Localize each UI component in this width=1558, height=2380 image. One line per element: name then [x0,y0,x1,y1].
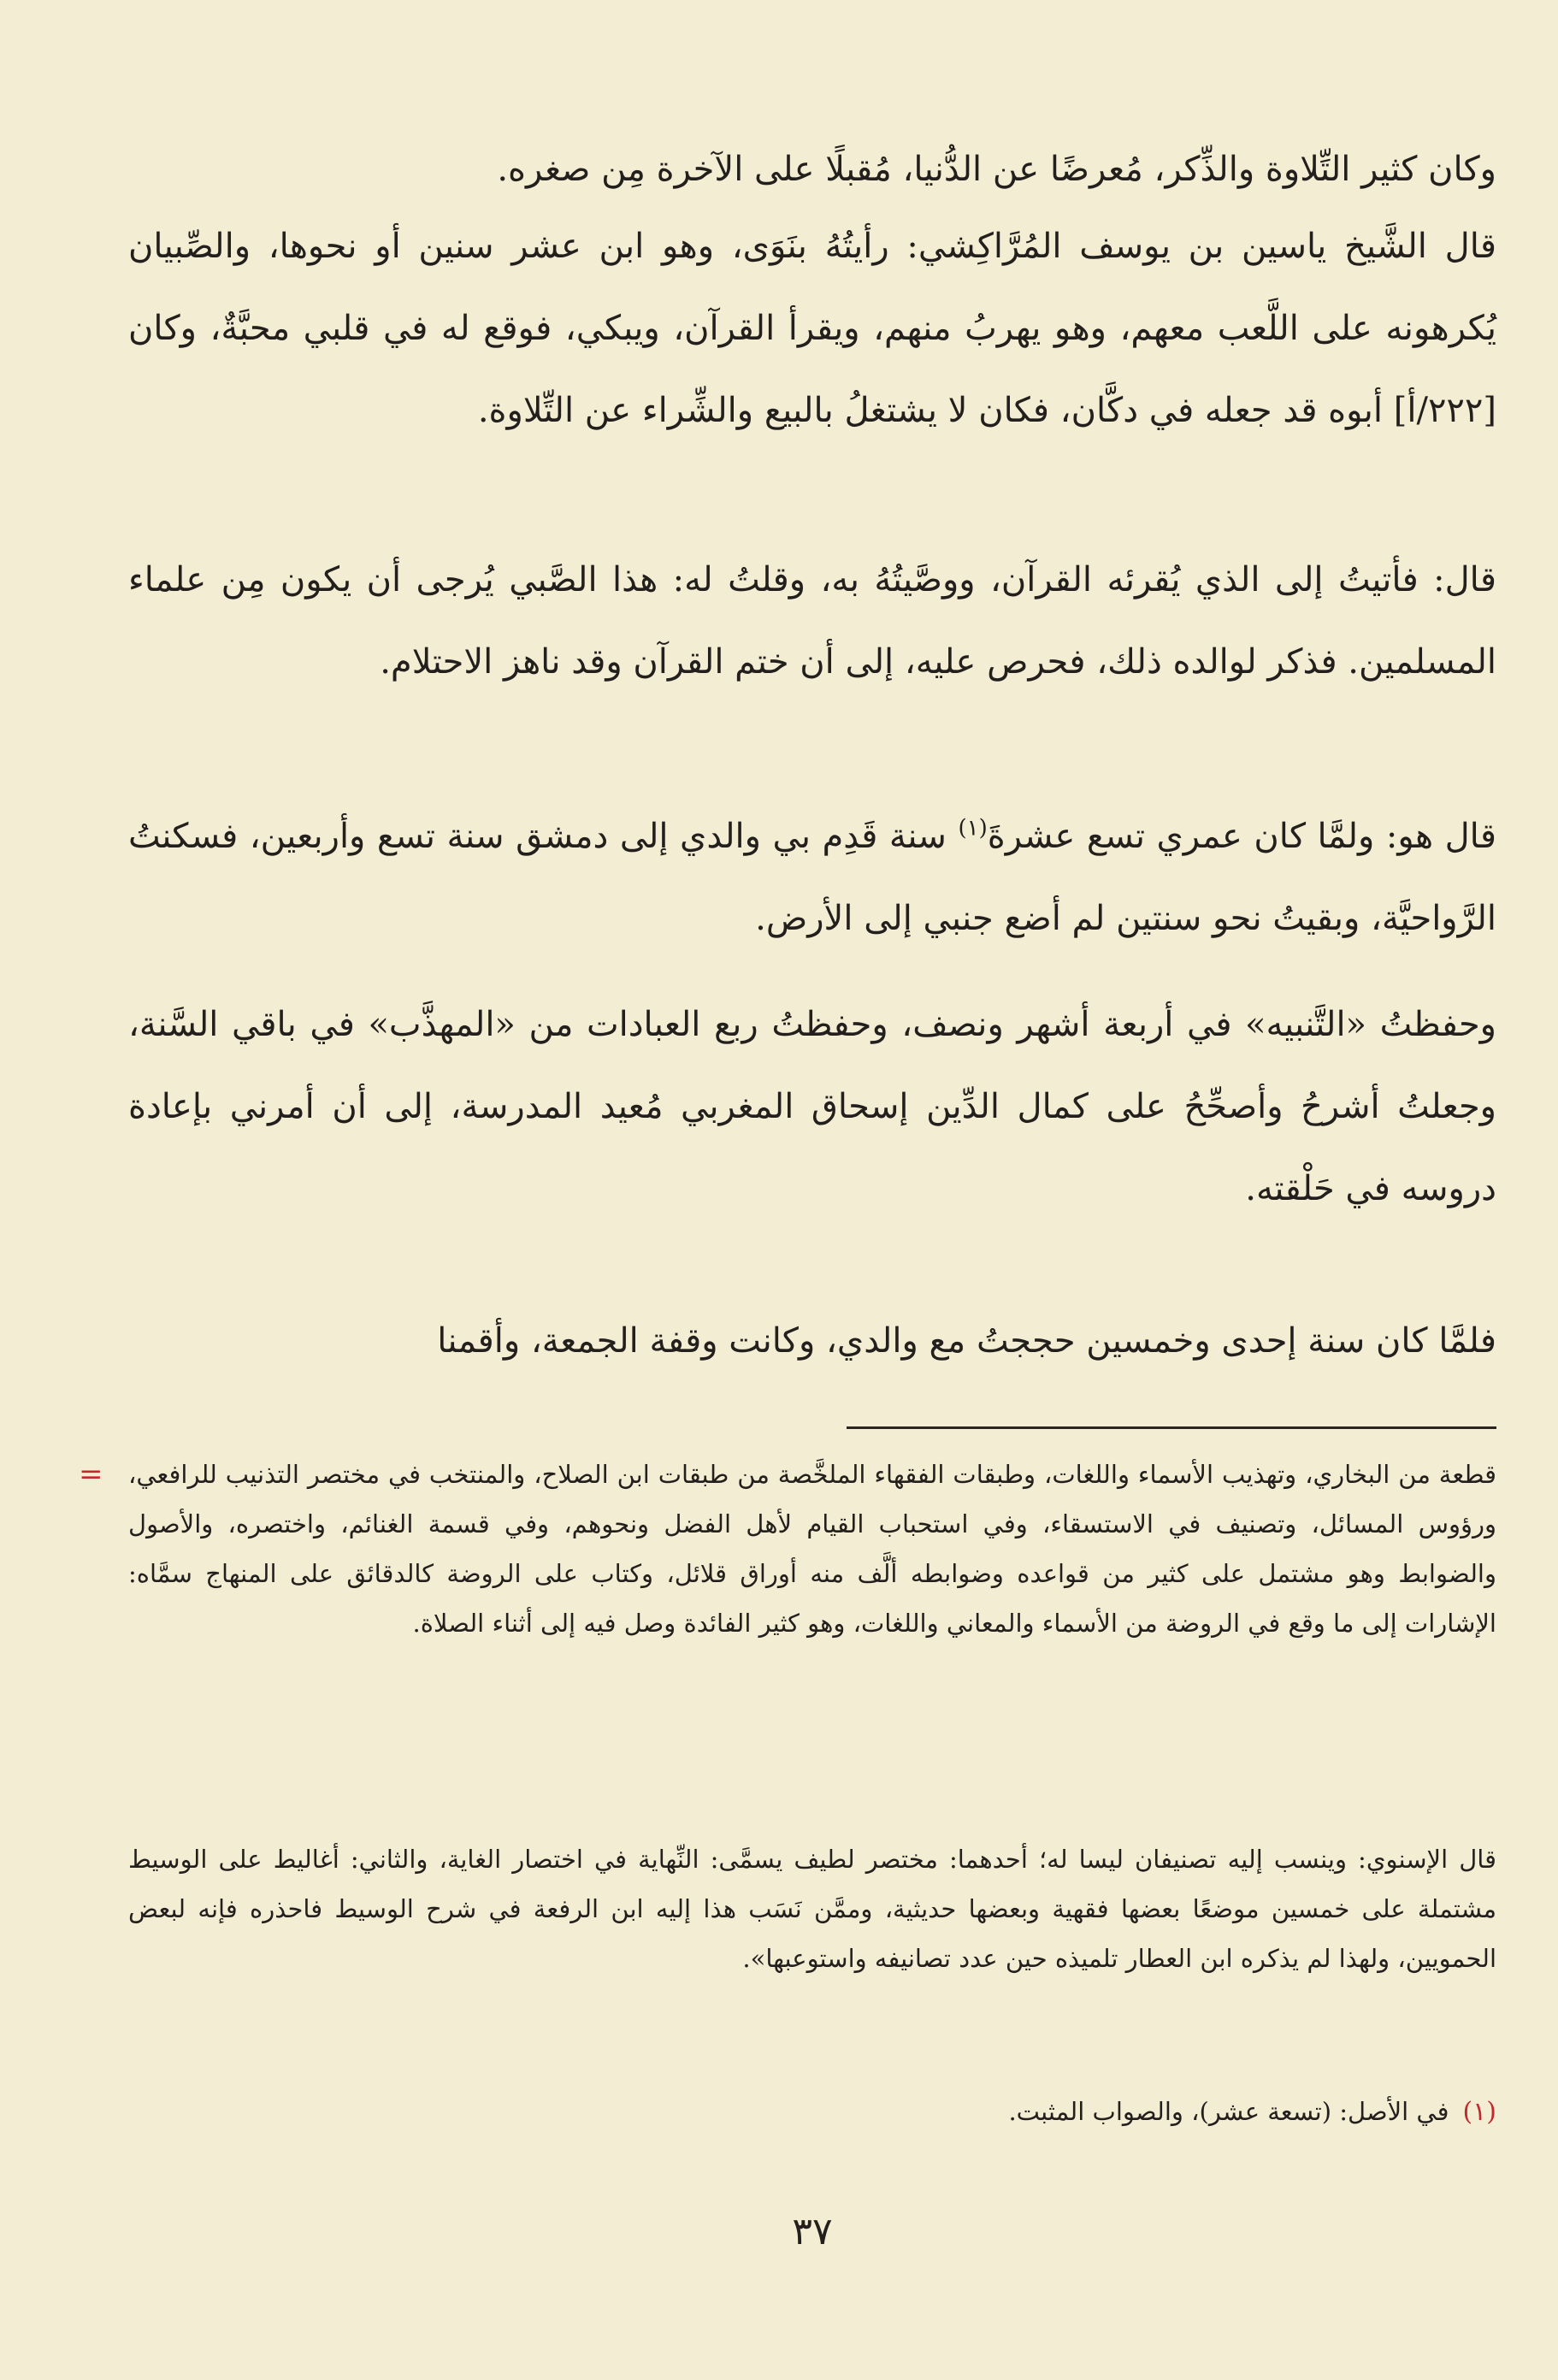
footnote-reference[interactable]: (١) [958,815,988,842]
footnote-number: (١) [1462,2097,1496,2127]
footnote-1-text: في الأصل: (تسعة عشر)، والصواب المثبت. [1008,2097,1449,2126]
paragraph-1: وكان كثير التِّلاوة والذِّكر، مُعرضًا عن الدُّنيا، مُقبلًا على الآخرة مِن صغره. [497,150,1496,189]
paragraph-3: قال: فأتيتُ إلى الذي يُقرئه القرآن، ووصَّيتُهُ به، وقلتُ له: هذا الصَّبي يُرجى أن يكون مِن علماء المسلمين. فذكر لوالده ذلك، فحرص عليه، إلى أن ختم القرآن وقد ناهز الاحتلام. [128,560,1496,682]
footnote-continuation-marker: = [79,1457,103,1491]
footnote-continued-1: قطعة من البخاري، وتهذيب الأسماء واللغات، وطبقات الفقهاء الملخَّصة من طبقات ابن الصلاح، والمنتخب في مختصر التذنيب للرافعي، ورؤوس المسائل، وتصنيف في الاستسقاء، وفي استحباب القيام لأهل الفضل ونحوهم، وفي قسمة الغنائم، واختصره، والأصول والضوابط وهو مشتمل على كثير من قواعده وضوابطه ألَّف منه أوراق قلائل، وكتاب على الروضة كالدقائق على المنهاج سمَّاه: الإشارات إلى ما وقع في الروضة من الأسماء والمعاني واللغات، وهو كثير الفائدة وصل فيه إلى أثناء الصلاة. [128,1460,1496,1638]
footnote-1 [128,2087,1496,2137]
footnote-separator [847,1426,1496,1429]
footnote-continued-2: قال الإسنوي: وينسب إليه تصنيفان ليسا له؛ أحدهما: مختصر لطيف يسمَّى: النِّهاية في اختصار الغاية، والثاني: أغاليط على الوسيط مشتملة على خمسين موضعًا بعضها فقهية وبعضها حديثية، وممَّن نَسَب هذا إليه ابن الرفعة في شرح الوسيط فاحذره فإنه لبعض الحمويين، ولهذا لم يذكره ابن العطار تلميذه حين عدد تصانيفه واستوعبها». [128,1845,1496,1973]
paragraph-4-end: سنة قَدِم بي والدي إلى دمشق سنة تسع وأربعين، فسكنتُ الرَّواحيَّة، وبقيتُ نحو سنتين لم أضع جنبي إلى الأرض. [128,817,1496,938]
paragraph-6: فلمَّا كان سنة إحدى وخمسين حججتُ مع والدي، وكانت وقفة الجمعة، وأقمنا [437,1321,1496,1361]
book-page [79,128,1496,2318]
paragraph-4 [128,795,1496,960]
paragraph-5: وحفظتُ «التَّنبيه» في أربعة أشهر ونصف، وحفظتُ ربع العبادات من «المهذَّب» في باقي السَّنة، وجعلتُ أشرحُ وأصحِّحُ على كمال الدِّين إسحاق المغربي مُعيد المدرسة، إلى أن أمرني بإعادة دروسه في حَلْقته. [128,1005,1496,1208]
paragraph-2: قال الشَّيخ ياسين بن يوسف المُرَّاكِشي: رأيتُهُ بنَوَى، وهو ابن عشر سنين أو نحوها، والصِّبيان يُكرهونه على اللَّعب معهم، وهو يهربُ منهم، ويقرأ القرآن، ويبكي، فوقع له في قلبي محبَّةٌ، وكان [٢٢٢/أ] أبوه قد جعله في دكَّان، فكان لا يشتغلُ بالبيع والشِّراء عن التِّلاوة. [128,227,1496,430]
paragraph-4-start: قال هو: ولمَّا كان عمري تسع عشرةَ [987,817,1496,856]
page-number: ٣٧ [792,2210,833,2253]
